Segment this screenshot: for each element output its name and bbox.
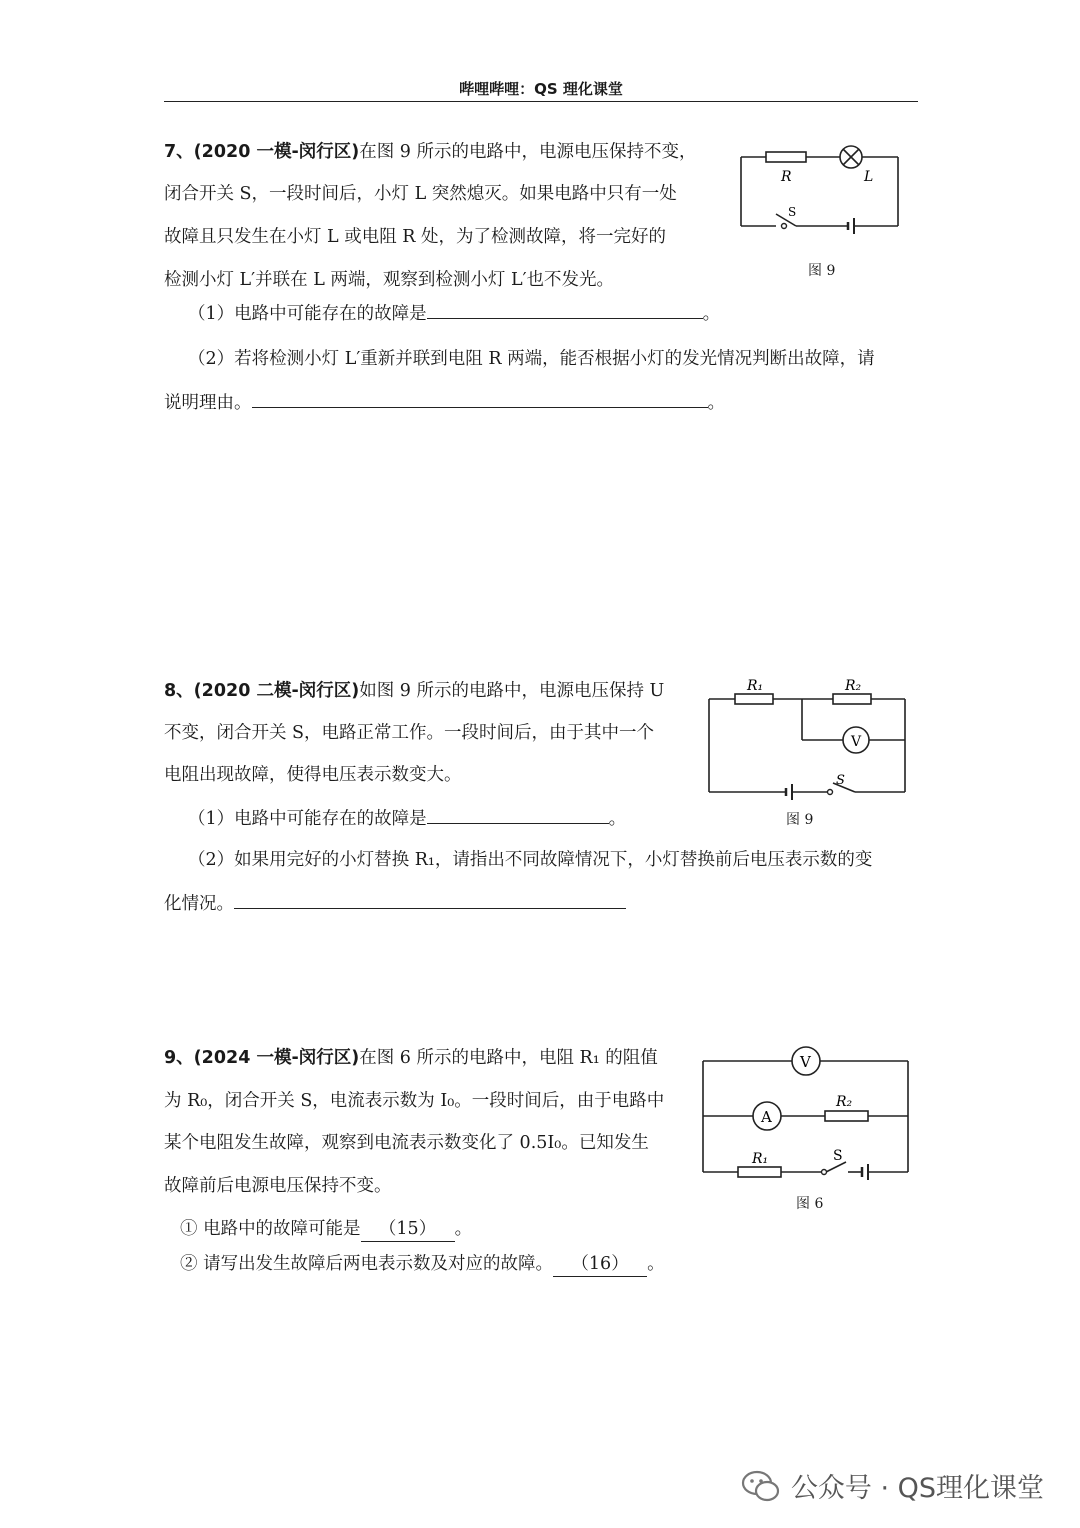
- q7-figure-caption: 图 9: [808, 263, 836, 279]
- page-header-title: 哔哩哔哩：QS 理化课堂: [459, 80, 623, 98]
- q9-sub2-end: 。: [647, 1254, 665, 1274]
- q7-sub2-end: 。: [707, 393, 725, 413]
- q9-sub1-text: ① 电路中的故障可能是: [180, 1219, 361, 1239]
- q7-circuit-diagram: [730, 140, 910, 240]
- q8-label-v: V: [851, 734, 862, 750]
- q9-resistor-r2: [825, 1111, 868, 1121]
- q7-number: 7、(2020 一模-闵行区): [164, 142, 360, 162]
- q7-sub2-answer-blank[interactable]: [252, 390, 708, 408]
- q7-sub2-text-1: （2）若将检测小灯 L′重新并联到电阻 R 两端，能否根据小灯的发光情况判断出故障，请: [188, 349, 875, 369]
- q8-figure-caption: 图 9: [786, 812, 814, 828]
- q9-sub2-answer-blank[interactable]: （16）: [553, 1252, 647, 1277]
- q8-resistor-r1: [735, 694, 773, 704]
- q9-number: 9、(2024 一模-闵行区): [164, 1048, 360, 1068]
- q8-text-1: 如图 9 所示的电路中，电源电压保持 U: [359, 681, 665, 701]
- q9-sub1-end: 。: [454, 1219, 473, 1239]
- wechat-icon: [741, 1469, 781, 1503]
- q9-sub1: [180, 1217, 472, 1242]
- q9-resistor-r1: [738, 1167, 781, 1177]
- q8-sub2-text-1: （2）如果用完好的小灯替换 R₁，请指出不同故障情况下，小灯替换前后电压表示数的变: [188, 850, 873, 870]
- q7-sub2-line-2: [164, 390, 725, 415]
- q7-sub1: [188, 301, 720, 326]
- q9-line-1: [164, 1046, 658, 1070]
- watermark: [741, 1466, 1044, 1505]
- q8-sub1-end: 。: [608, 809, 627, 829]
- q7-text-4: 检测小灯 L′并联在 L 两端，观察到检测小灯 L′也不发光。: [164, 270, 615, 290]
- q7-sub2-text-2: 说明理由。: [164, 393, 252, 413]
- q9-figure-caption: 图 6: [796, 1196, 824, 1212]
- q8-resistor-r2: [833, 694, 871, 704]
- q9-circuit-diagram: [696, 1040, 916, 1190]
- q9-sub2-text: ② 请写出发生故障后两电表示数及对应的故障。: [180, 1254, 554, 1274]
- q8-number: 8、(2020 二模-闵行区): [164, 681, 360, 701]
- q9-text-3: 某个电阻发生故障，观察到电流表示数变化了 0.5I₀。已知发生: [164, 1133, 649, 1153]
- q9-text-4: 故障前后电源电压保持不变。: [164, 1176, 392, 1196]
- q9-label-a: A: [761, 1108, 772, 1126]
- q9-label-r2: R₂: [836, 1094, 853, 1110]
- q7-sub1-text: （1）电路中可能存在的故障是: [188, 304, 427, 324]
- q8-sub2-answer-blank[interactable]: [234, 891, 626, 909]
- q9-label-s: S: [833, 1148, 843, 1164]
- q8-text-2: 不变，闭合开关 S，电路正常工作。一段时间后，由于其中一个: [164, 723, 655, 743]
- q7-label-s: S: [788, 205, 797, 219]
- q7-line-1: [164, 140, 697, 164]
- q8-sub2-line-2: [164, 891, 626, 916]
- q7-sub1-answer-blank[interactable]: [427, 301, 703, 319]
- header-divider: [164, 101, 918, 102]
- q8-text-3: 电阻出现故障，使得电压表示数变大。: [164, 765, 462, 785]
- q7-label-r: R: [781, 169, 792, 185]
- q9-sub1-answer-blank[interactable]: （15）: [361, 1217, 455, 1242]
- q9-text-1: 在图 6 所示的电路中，电阻 R₁ 的阻值: [359, 1048, 658, 1068]
- q8-circuit-diagram: [700, 670, 915, 810]
- q8-line-1: [164, 679, 664, 703]
- q9-label-v: V: [800, 1053, 811, 1071]
- q9-sub2: [180, 1252, 665, 1277]
- q8-sub2-text-2: 化情况。: [164, 894, 234, 914]
- q8-label-r1: R₁: [747, 678, 764, 694]
- q8-sub1-answer-blank[interactable]: [427, 806, 609, 824]
- q7-text-2: 闭合开关 S，一段时间后，小灯 L 突然熄灭。如果电路中只有一处: [164, 184, 677, 204]
- q7-sub1-end: 。: [702, 304, 721, 324]
- q8-sub1-text: （1）电路中可能存在的故障是: [188, 809, 427, 829]
- q7-text-1: 在图 9 所示的电路中，电源电压保持不变，: [359, 142, 697, 162]
- q8-sub1: [188, 806, 626, 831]
- q9-label-r1: R₁: [752, 1151, 769, 1167]
- q9-text-2: 为 R₀，闭合开关 S，电流表示数为 I₀。一段时间后，由于电路中: [164, 1091, 665, 1111]
- q8-label-s: S: [836, 773, 845, 788]
- q8-label-r2: R₂: [845, 678, 862, 694]
- q7-text-3: 故障且只发生在小灯 L 或电阻 R 处，为了检测故障，将一完好的: [164, 227, 667, 247]
- q7-resistor-r: [766, 152, 806, 162]
- q7-label-l: L: [864, 169, 874, 185]
- watermark-text: 公众号 · QS理化课堂: [790, 1473, 1044, 1504]
